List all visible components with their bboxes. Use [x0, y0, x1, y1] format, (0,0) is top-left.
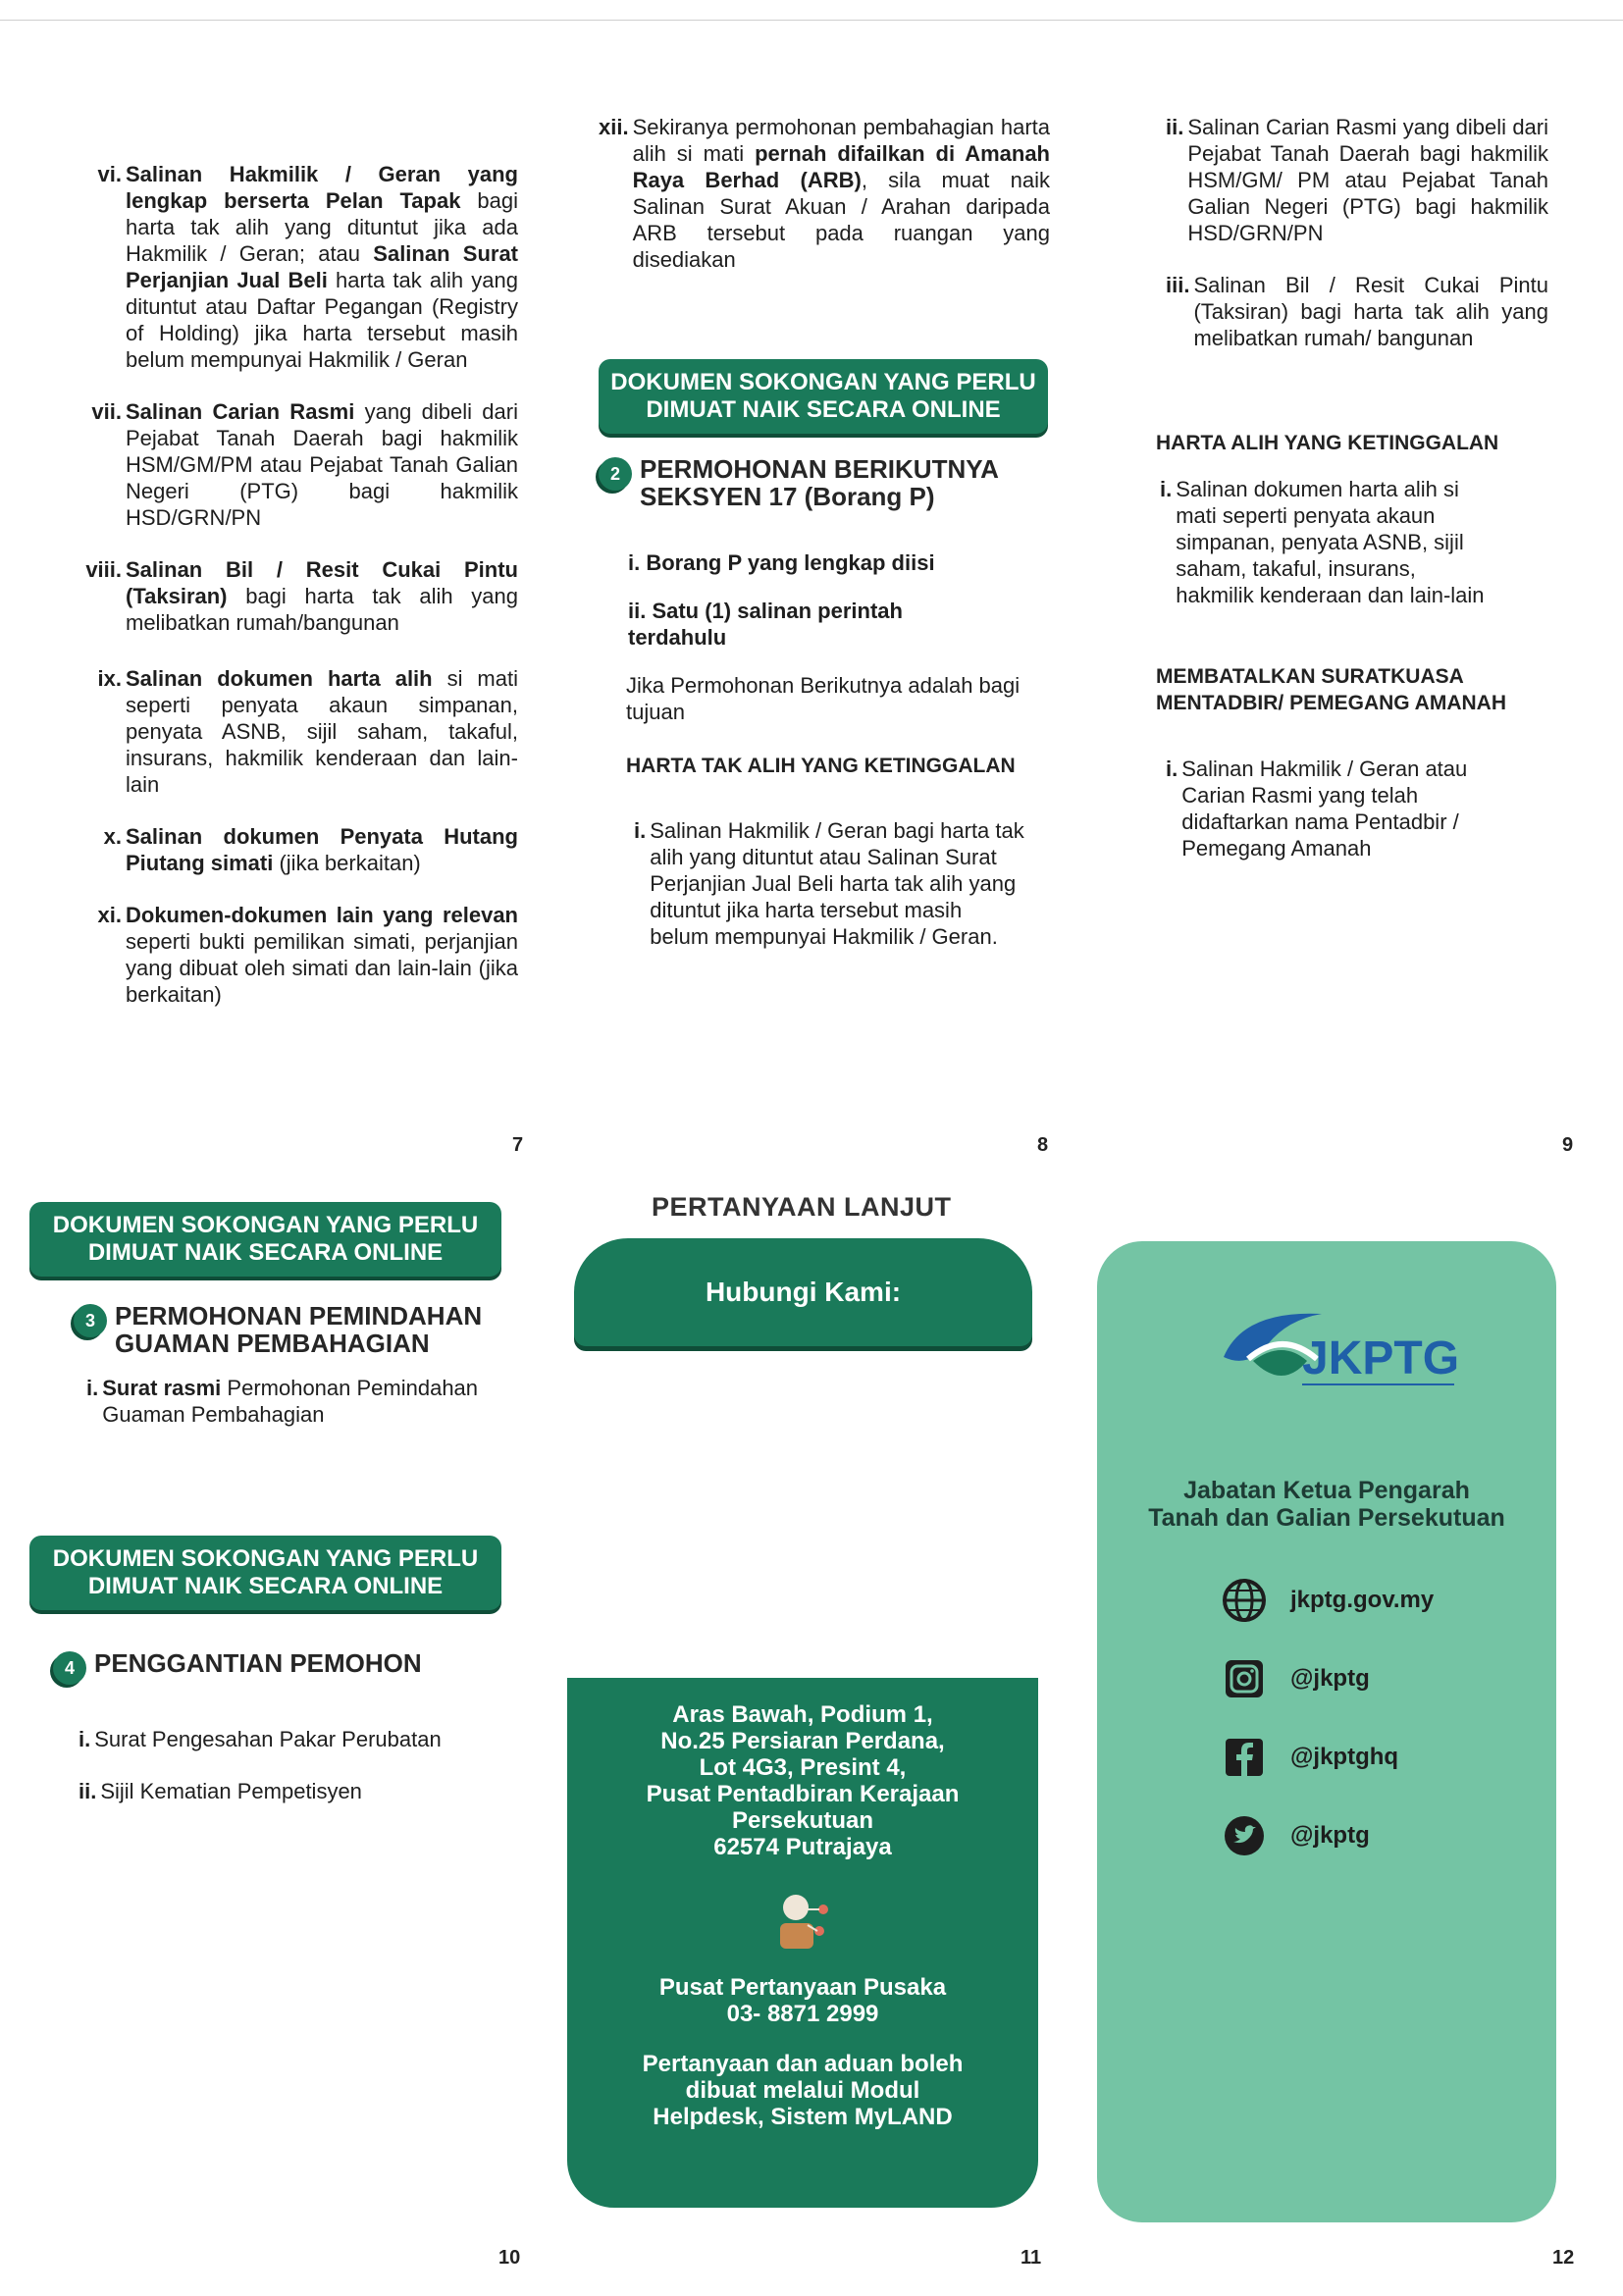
item-membatalkan: [1166, 756, 1529, 861]
facebook-icon: [1222, 1735, 1267, 1780]
help-centre-title: Pusat Pertanyaan Pusaka: [658, 1974, 947, 2001]
section-title: PERMOHONAN PEMINDAHAN GUAMAN PEMBAHAGIAN: [115, 1301, 483, 1358]
page-number-8: 8: [1037, 1134, 1049, 1156]
item-harta-alih: [1160, 476, 1493, 608]
top-rule: [0, 20, 1623, 21]
item-ii: [1166, 114, 1548, 246]
list-item: [103, 823, 518, 876]
helpdesk-person-icon: [768, 1886, 837, 1955]
instagram-icon: [1222, 1656, 1267, 1701]
item-text: Dokumen-dokumen lain yang relevan seperti bukti pemilikan simati, perjanjian yang dibuat oleh simati dan lain-lain (jika berkaitan): [126, 903, 518, 1007]
jkptg-logo: [1214, 1300, 1469, 1403]
helpdesk-note: [567, 2051, 1038, 2130]
item-text: Sijil Kematian Pempetisyen: [100, 1779, 362, 1803]
item-number: xii.: [599, 115, 629, 139]
section-title: PERMOHONAN BERIKUTNYA SEKSYEN 17 (Borang P): [640, 454, 998, 511]
item-number: ii.: [79, 1779, 97, 1803]
item-iii: [1166, 272, 1548, 351]
logo-text: JKPTG: [1302, 1332, 1460, 1384]
globe-icon: [1222, 1578, 1267, 1623]
address-block: [567, 1701, 1038, 1860]
text-line: dibuat melalui Modul: [685, 2077, 920, 2104]
item-number: iii.: [1166, 273, 1190, 297]
item-number: i.: [634, 818, 647, 843]
page-number-7: 7: [512, 1134, 524, 1156]
text-line: 62574 Putrajaya: [713, 1834, 892, 1860]
heading-membatalkan: MEMBATALKAN SURATKUASA MENTADBIR/ PEMEGANG AMANAH: [1156, 665, 1506, 714]
item-number: i.: [79, 1727, 91, 1751]
item-surat-rasmi: [86, 1375, 518, 1428]
facebook-row[interactable]: [1222, 1735, 1398, 1780]
item-text: Salinan Bil / Resit Cukai Pintu (Taksiran) bagi harta tak alih yang melibatkan rumah/ bangunan: [1193, 273, 1548, 350]
item-text: Salinan Hakmilik / Geran yang lengkap berserta Pelan Tapak bagi harta tak alih yang dituntut jika ada Hakmilik / Geran; atau Salinan Surat Perjanjian Jual Beli harta tak alih yang dituntut atau Daftar Pegangan (Registry of Holding) jika harta tersebut masih belum mempunyai Hakmilik / Geran: [126, 162, 519, 372]
intro-text: Jika Permohonan Berikutnya adalah bagi tujuan: [626, 673, 1021, 724]
item-text: Salinan dokumen harta alih si mati seperti penyata akaun simpanan, penyata ASNB, sijil saham, takaful, insurans, hakmilik kenderaan dan lain-lain: [1176, 477, 1485, 607]
item-text: Salinan dokumen Penyata Hutang Piutang simati (jika berkaitan): [126, 824, 518, 875]
bullet-salinan-perintah: ii. Satu (1) salinan perintah terdahulu: [628, 599, 903, 650]
page-number-11: 11: [1021, 2247, 1042, 2269]
item-text: Salinan Bil / Resit Cukai Pintu (Taksiran) bagi harta tak alih yang melibatkan rumah/bangunan: [126, 557, 518, 635]
text-line: Aras Bawah, Podium 1,: [672, 1701, 933, 1728]
website-row[interactable]: [1222, 1578, 1434, 1623]
text-line: Pusat Pentadbiran Kerajaan: [646, 1781, 960, 1807]
address-card: [567, 1678, 1038, 2208]
section-title: PENGGANTIAN PEMOHON: [94, 1648, 422, 1678]
facebook-handle[interactable]: @jkptghq: [1290, 1744, 1399, 1770]
list-item: [97, 902, 518, 1008]
twitter-handle[interactable]: @jkptg: [1290, 1822, 1370, 1849]
instagram-row[interactable]: [1222, 1656, 1370, 1701]
item-text: Sekiranya permohonan pembahagian harta alih si mati pernah difailkan di Amanah Raya Berhad (ARB), sila muat naik Salinan Surat Akuan / Arahan daripada ARB tersebut pada ruangan yang disediakan: [632, 115, 1050, 272]
list-item: [91, 398, 518, 531]
item-xii: [599, 114, 1050, 273]
bullet-borang-p: i. Borang P yang lengkap diisi: [628, 550, 935, 575]
item-surat-pengesahan: [79, 1726, 515, 1752]
panel-page-9: [1156, 114, 1548, 887]
item-number: ii.: [1166, 115, 1184, 139]
section-banner: DOKUMEN SOKONGAN YANG PERLU DIMUAT NAIK SECARA ONLINE: [599, 359, 1048, 434]
item-number: vii.: [91, 399, 122, 424]
item-number: i.: [1166, 757, 1178, 781]
section-banner: DOKUMEN SOKONGAN YANG PERLU DIMUAT NAIK SECARA ONLINE: [29, 1202, 501, 1277]
agency-name: [1097, 1477, 1556, 1532]
text-line: Pertanyaan dan aduan boleh: [642, 2051, 964, 2077]
section-heading-4: [53, 1649, 515, 1685]
text-line: Helpdesk, Sistem MyLAND: [653, 2104, 953, 2130]
heading-harta-alih: HARTA ALIH YANG KETINGGALAN: [1156, 432, 1499, 454]
item-text: Salinan Hakmilik / Geran bagi harta tak alih yang dituntut atau Salinan Surat Perjanjian Jual Beli harta tak alih yang dituntut jika harta tersebut masih belum mempunyai Hakmilik / Geran.: [650, 818, 1024, 949]
item-number: vi.: [97, 162, 122, 186]
section-number-badge: 3: [74, 1304, 107, 1337]
website-link[interactable]: jkptg.gov.my: [1290, 1587, 1435, 1613]
instagram-handle[interactable]: @jkptg: [1290, 1665, 1370, 1692]
hubungi-banner: Hubungi Kami:: [574, 1238, 1032, 1346]
panel-page-8: [599, 114, 1050, 975]
item-text: Salinan dokumen harta alih si mati seperti penyata akaun simpanan, penyata ASNB, sijil saham, takaful, insurans, hakmilik kenderaan dan lain-lain: [126, 666, 518, 797]
subheading-harta-tak-alih: HARTA TAK ALIH YANG KETINGGALAN: [626, 755, 1016, 777]
item-sijil-kematian: [79, 1778, 515, 1804]
text-line: Persekutuan: [731, 1807, 874, 1834]
list-item: [85, 556, 518, 636]
item-number: ix.: [97, 666, 122, 691]
list-item: [97, 665, 518, 798]
pertanyaan-title: PERTANYAAN LANJUT: [652, 1192, 952, 1222]
item-text: Surat Pengesahan Pakar Perubatan: [94, 1727, 442, 1751]
text-line: Lot 4G3, Presint 4,: [699, 1754, 907, 1781]
twitter-icon: [1222, 1813, 1267, 1858]
item-text: Salinan Carian Rasmi yang dibeli dari Pejabat Tanah Daerah bagi hakmilik HSM/GM/ PM atau Pejabat Tanah Galian Negeri (PTG) bagi hakmilik HSD/GRN/PN: [1187, 115, 1548, 245]
item-i-salinan-hakmilik: [634, 817, 1026, 950]
list-item: [97, 161, 519, 373]
section-heading-2: [599, 455, 1050, 510]
section-heading-3: [74, 1302, 515, 1357]
text-line: No.25 Persiaran Perdana,: [660, 1728, 945, 1754]
section-banner: DOKUMEN SOKONGAN YANG PERLU DIMUAT NAIK SECARA ONLINE: [29, 1536, 501, 1610]
item-text: Salinan Carian Rasmi yang dibeli dari Pejabat Tanah Daerah bagi hakmilik HSM/GM/PM atau Pejabat Tanah Galian Negeri (PTG) bagi hakmilik HSD/GRN/PN: [126, 399, 518, 530]
item-number: i.: [1160, 477, 1173, 501]
page-number-9: 9: [1562, 1134, 1574, 1156]
twitter-row[interactable]: [1222, 1813, 1370, 1858]
item-number: x.: [103, 824, 122, 849]
item-number: i.: [86, 1376, 99, 1400]
help-centre-phone[interactable]: 03- 8871 2999: [726, 2001, 879, 2027]
panel-page-7: [77, 114, 518, 1033]
item-number: viii.: [85, 557, 122, 582]
item-text: Salinan Hakmilik / Geran atau Carian Rasmi yang telah didaftarkan nama Pentadbir / Pemegang Amanah: [1181, 757, 1468, 861]
text-line: Jabatan Ketua Pengarah: [1183, 1477, 1470, 1504]
text-line: Tanah dan Galian Persekutuan: [1148, 1504, 1505, 1532]
panel-page-10: [29, 1202, 515, 1830]
section-number-badge: 2: [599, 457, 632, 491]
item-number: xi.: [97, 903, 122, 927]
section-number-badge: 4: [53, 1651, 86, 1685]
item-text: Surat rasmi Permohonan Pemindahan Guaman Pembahagian: [102, 1376, 479, 1427]
page-number-10: 10: [498, 2247, 521, 2269]
page-number-12: 12: [1552, 2247, 1575, 2269]
